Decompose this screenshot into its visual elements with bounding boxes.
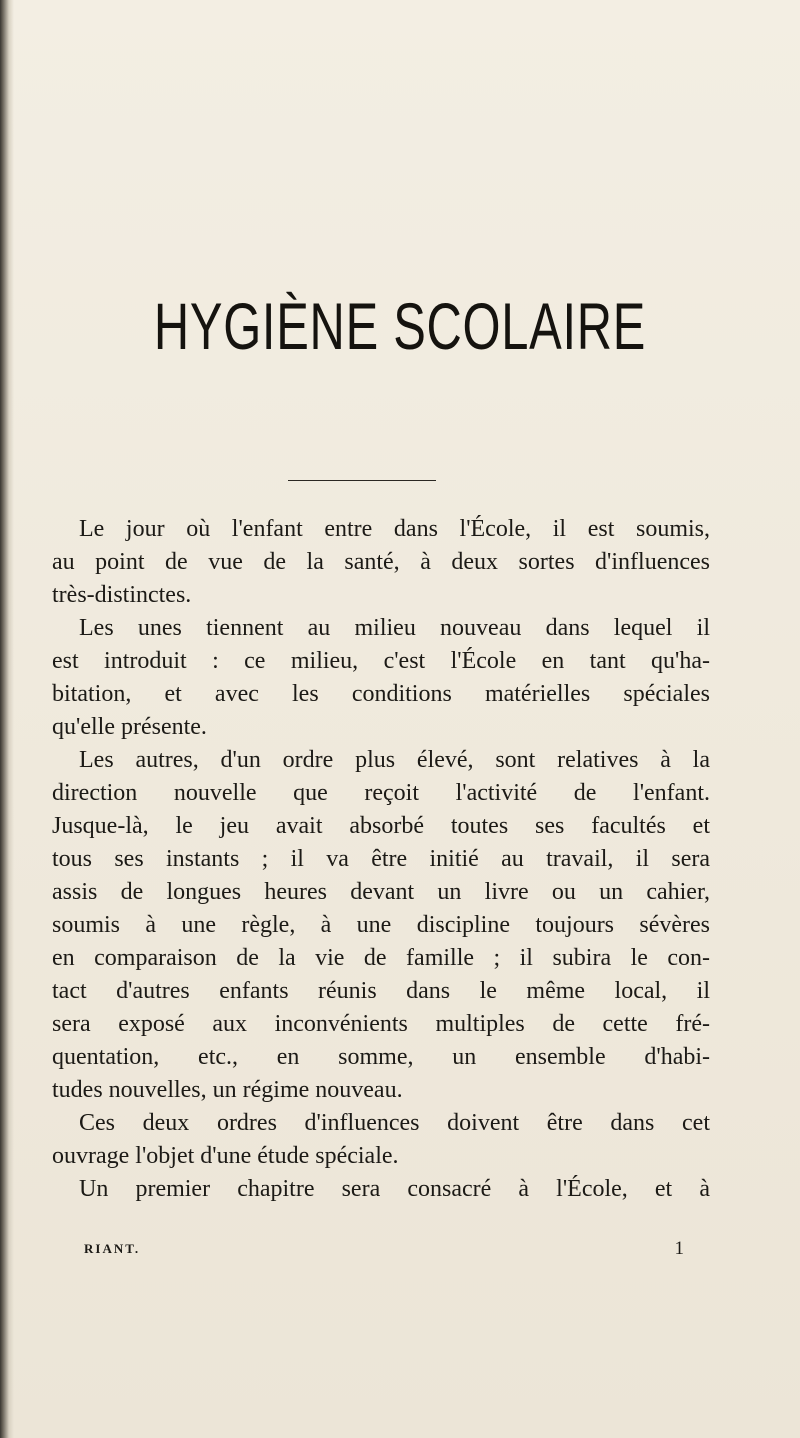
- text-line: sera exposé aux inconvénients multiples de cette fré-: [52, 1011, 710, 1037]
- binding-edge: [0, 0, 14, 1438]
- text-line: tudes nouvelles, un régime nouveau.: [52, 1077, 403, 1103]
- text-line: est introduit : ce milieu, c'est l'École en tant qu'ha-: [52, 648, 710, 674]
- text-line: bitation, et avec les conditions matérielles spéciales: [52, 681, 710, 707]
- text-line: ouvrage l'objet d'une étude spéciale.: [52, 1143, 399, 1169]
- text-line: Les autres, d'un ordre plus élevé, sont relatives à la: [79, 747, 710, 773]
- page-title: HYGIÈNE SCOLAIRE: [153, 289, 647, 363]
- text-line: Le jour où l'enfant entre dans l'École, il est soumis,: [79, 516, 710, 542]
- text-line: Jusque-là, le jeu avait absorbé toutes ses facultés et: [52, 813, 710, 839]
- title-rule-divider: [288, 480, 436, 481]
- text-line: au point de vue de la santé, à deux sortes d'influences: [52, 549, 710, 575]
- body-text: [52, 513, 710, 1206]
- text-line: Un premier chapitre sera consacré à l'École, et à: [79, 1176, 710, 1202]
- text-line: en comparaison de la vie de famille ; il subira le con-: [52, 945, 710, 971]
- text-line: qu'elle présente.: [52, 714, 207, 740]
- text-line: soumis à une règle, à une discipline toujours sévères: [52, 912, 710, 938]
- text-line: quentation, etc., en somme, un ensemble d'habi-: [52, 1044, 710, 1070]
- text-line: Ces deux ordres d'influences doivent être dans cet: [79, 1110, 710, 1136]
- text-line: très-distinctes.: [52, 582, 192, 608]
- page-footer: [84, 1238, 684, 1265]
- text-line: assis de longues heures devant un livre ou un cahier,: [52, 879, 710, 905]
- text-line: tous ses instants ; il va être initié au travail, il sera: [52, 846, 710, 872]
- text-line: Les unes tiennent au milieu nouveau dans lequel il: [79, 615, 710, 641]
- text-line: direction nouvelle que reçoit l'activité de l'enfant.: [52, 780, 710, 806]
- page-number: 1: [674, 1238, 684, 1259]
- text-line: tact d'autres enfants réunis dans le même local, il: [52, 978, 710, 1004]
- signature-mark: RIANT.: [84, 1241, 141, 1256]
